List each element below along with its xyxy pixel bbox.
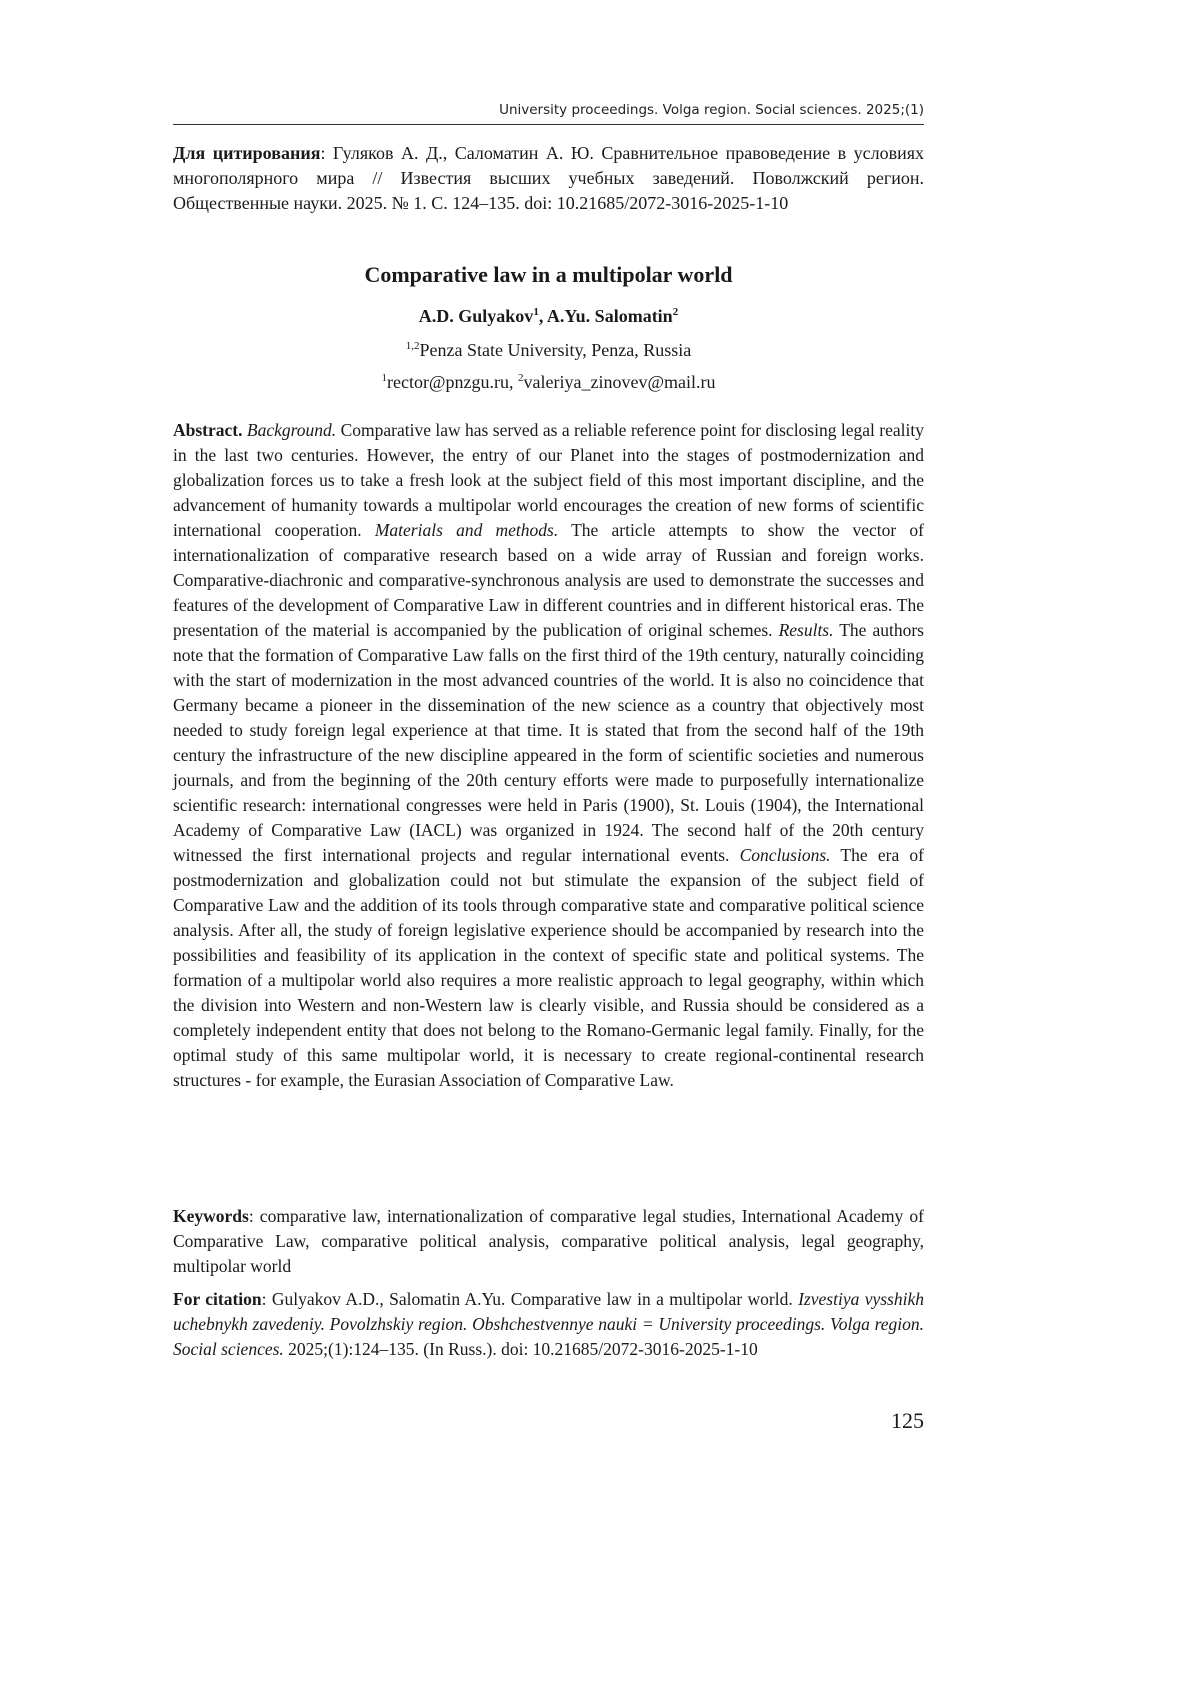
email-1: rector@pnzgu.ru, <box>386 372 518 392</box>
keywords-label: Keywords <box>173 1206 249 1226</box>
author-2: A.Yu. Salomatin <box>546 306 673 326</box>
conclusions-label: Conclusions. <box>739 845 831 865</box>
email-2-sup: 2 <box>518 372 524 384</box>
running-head: University proceedings. Volga region. Social sciences. 2025;(1) <box>499 102 924 118</box>
article-title: Comparative law in a multipolar world <box>364 262 733 287</box>
authors-line <box>173 306 924 327</box>
keywords <box>173 1204 924 1279</box>
citation-en-text-1: : Gulyakov A.D., Salomatin A.Yu. Comparative law in a multipolar world. <box>261 1289 799 1309</box>
keywords-text: : comparative law, internationalization of comparative legal studies, International Academy of Comparative Law, comparative political analysis, comparative political analysis, legal geography, multipolar world <box>173 1206 924 1276</box>
background-text: Comparative law has served as a reliable reference point for disclosing legal reality in the last two centuries. However, the entry of our Planet into the stages of postmodernization and globalization forces us to take a fresh look at the subject field of this most important discipline, and the advancement of humanity towards a multipolar world encourages the creation of new forms of scientific international cooperation. <box>173 420 924 540</box>
page-number: 125 <box>891 1408 924 1433</box>
results-text: The authors note that the formation of Comparative Law falls on the first third of the 19th century, naturally coinciding with the start of modernization in the most advanced countries of the world. It is also no coincidence that Germany became a pioneer in the dissemination of the new science as a country that objectively most needed to study foreign legal experience at that time. It is stated that from the second half of the 19th century the infrastructure of the new discipline appeared in the form of scientific societies and numerous journals, and from the beginning of the 20th century efforts were made to purposefully internationalize scientific research: international congresses were held in Paris (1900), St. Louis (1904), the International Academy of Comparative Law (IACL) was organized in 1924. The second half of the 20th century witnessed the first international projects and regular international events. <box>173 620 924 865</box>
abstract <box>173 418 924 1093</box>
results-label: Results. <box>778 620 834 640</box>
methods-label: Materials and methods. <box>374 520 559 540</box>
citation-ru-label: Для цитирования <box>173 143 321 163</box>
author-1-sup: 1 <box>533 306 539 318</box>
citation-ru-text: : Гуляков А. Д., Саломатин А. Ю. Сравнительное правоведение в условиях многополярного мира // Известия высших учебных заведений. Поволжский регион. Общественные науки. 2025. № 1. С. 124–135. doi: 10.21685/2072-3016-2025-1-10 <box>173 143 924 213</box>
affiliation-sup: 1,2 <box>405 340 420 352</box>
author-2-sup: 2 <box>672 306 679 318</box>
header-rule <box>173 124 924 125</box>
citation-ru <box>173 141 924 216</box>
citation-en-journal: Izvestiya vysshikh uchebnykh zavedeniy. Povolzhskiy region. Obshchestvennye nauki = University proceedings. Volga region. Social sciences. <box>173 1289 924 1359</box>
background-label: Background. <box>246 420 337 440</box>
citation-en-label: For citation <box>173 1289 262 1309</box>
abstract-label: Abstract. <box>173 420 243 440</box>
citation-en <box>173 1287 924 1362</box>
conclusions-text: The era of postmodernization and globalization could not but stimulate the expansion of the subject field of Comparative Law and the addition of its tools through comparative state and comparative political science analysis. After all, the study of foreign legislative experience should be accompanied by research into the possibilities and feasibility of its application in the context of specific state and political systems. The formation of a multipolar world also requires a more realistic approach to legal geography, within which the division into Western and non-Western law is clearly visible, and Russia should be considered as a completely independent entity that does not belong to the Romano-Germanic legal family. Finally, for the optimal study of this same multipolar world, it is necessary to create regional-continental research structures - for example, the Eurasian Association of Comparative Law. <box>173 845 924 1090</box>
email-2: valeriya_zinovev@mail.ru <box>523 372 716 392</box>
author-1: A.D. Gulyakov <box>418 306 534 326</box>
affiliation-line <box>173 340 924 361</box>
email-1-sup: 1 <box>381 372 387 384</box>
author-separator: , <box>538 306 547 326</box>
methods-text: The article attempts to show the vector of internationalization of comparative research based on a wide array of Russian and foreign works. Comparative-diachronic and comparative-synchronous analysis are used to demonstrate the successes and features of the development of Comparative Law in different countries and in different historical eras. The presentation of the material is accompanied by the publication of original schemes. <box>173 520 924 640</box>
emails-line <box>173 372 924 393</box>
citation-en-text-2: 2025;(1):124–135. (In Russ.). doi: 10.21685/2072-3016-2025-1-10 <box>283 1339 758 1359</box>
affiliation: Penza State University, Penza, Russia <box>419 340 692 360</box>
